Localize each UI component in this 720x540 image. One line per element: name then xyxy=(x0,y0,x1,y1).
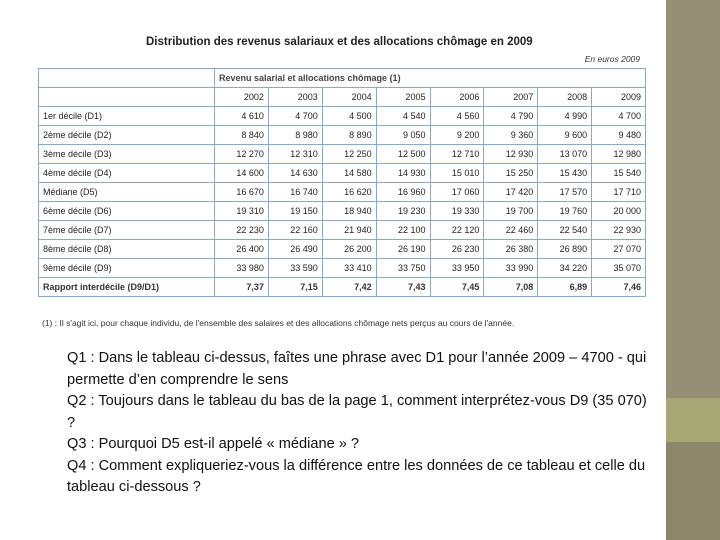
table-cell: 12 930 xyxy=(484,145,538,164)
table-cell: 13 070 xyxy=(538,145,592,164)
table-cell: 33 950 xyxy=(430,259,484,278)
table-row xyxy=(39,259,646,278)
table-cell: 33 990 xyxy=(484,259,538,278)
side-decoration-band xyxy=(666,0,720,540)
year-header: 2003 xyxy=(268,88,322,107)
table-cell: 4 790 xyxy=(484,107,538,126)
table-cell: 7,15 xyxy=(268,278,322,297)
table-cell: 7,42 xyxy=(322,278,376,297)
table-cell: 12 980 xyxy=(592,145,646,164)
table-cell: 9 600 xyxy=(538,126,592,145)
table-cell: 9 050 xyxy=(376,126,430,145)
year-header: 2009 xyxy=(592,88,646,107)
table-cell: 26 200 xyxy=(322,240,376,259)
question-1: Q1 : Dans le tableau ci-dessus, faîtes une phrase avec D1 pour l’année 2009 – 4700 - qui permette d’en comprendre le sens xyxy=(67,350,647,388)
table-cell: 16 670 xyxy=(215,183,269,202)
row-label: 7ème décile (D7) xyxy=(39,221,215,240)
table-cell: 14 580 xyxy=(322,164,376,183)
table-year-corner xyxy=(39,88,215,107)
table-cell: 22 120 xyxy=(430,221,484,240)
table-cell: 12 710 xyxy=(430,145,484,164)
table-cell: 19 310 xyxy=(215,202,269,221)
table-cell: 15 010 xyxy=(430,164,484,183)
table-ratio-row xyxy=(39,278,646,297)
table-cell: 4 990 xyxy=(538,107,592,126)
table-cell: 12 500 xyxy=(376,145,430,164)
table-cell: 18 940 xyxy=(322,202,376,221)
table-row xyxy=(39,240,646,259)
table-cell: 4 610 xyxy=(215,107,269,126)
table-cell: 17 060 xyxy=(430,183,484,202)
table-cell: 22 540 xyxy=(538,221,592,240)
table-cell: 8 840 xyxy=(215,126,269,145)
table-cell: 7,46 xyxy=(592,278,646,297)
row-label: 3ème décile (D3) xyxy=(39,145,215,164)
table-row xyxy=(39,145,646,164)
table-cell: 7,37 xyxy=(215,278,269,297)
questions-block xyxy=(67,348,647,499)
table-cell: 12 270 xyxy=(215,145,269,164)
row-label: 8ème décile (D8) xyxy=(39,240,215,259)
table-cell: 4 500 xyxy=(322,107,376,126)
table-row xyxy=(39,126,646,145)
table-row xyxy=(39,202,646,221)
row-label: 2ème décile (D2) xyxy=(39,126,215,145)
table-cell: 16 620 xyxy=(322,183,376,202)
table-group-header-row xyxy=(39,69,646,88)
table-cell: 22 160 xyxy=(268,221,322,240)
row-label: Médiane (D5) xyxy=(39,183,215,202)
table-cell: 26 890 xyxy=(538,240,592,259)
table-cell: 34 220 xyxy=(538,259,592,278)
table-row xyxy=(39,221,646,240)
side-band-accent xyxy=(666,398,720,442)
table-cell: 20 000 xyxy=(592,202,646,221)
table-cell: 22 100 xyxy=(376,221,430,240)
table-cell: 26 190 xyxy=(376,240,430,259)
table-corner-cell xyxy=(39,69,215,88)
table-cell: 26 400 xyxy=(215,240,269,259)
table-year-header-row xyxy=(39,88,646,107)
table-cell: 14 630 xyxy=(268,164,322,183)
table-cell: 19 150 xyxy=(268,202,322,221)
side-band-upper xyxy=(666,0,720,398)
table-cell: 26 230 xyxy=(430,240,484,259)
table-cell: 21 940 xyxy=(322,221,376,240)
year-header: 2008 xyxy=(538,88,592,107)
year-header: 2004 xyxy=(322,88,376,107)
table-footnote: (1) : Il s'agit ici, pour chaque individu, de l'ensemble des salaires et des allocations chômage nets perçus au cours de l'année. xyxy=(42,318,515,328)
income-distribution-table xyxy=(38,68,646,297)
table-row xyxy=(39,164,646,183)
table-cell: 4 700 xyxy=(268,107,322,126)
table-cell: 22 230 xyxy=(215,221,269,240)
row-label: 6ème décile (D6) xyxy=(39,202,215,221)
table-cell: 12 310 xyxy=(268,145,322,164)
table-cell: 14 930 xyxy=(376,164,430,183)
table-cell: 14 600 xyxy=(215,164,269,183)
year-header: 2006 xyxy=(430,88,484,107)
table-cell: 4 560 xyxy=(430,107,484,126)
table-cell: 15 250 xyxy=(484,164,538,183)
table-cell: 7,08 xyxy=(484,278,538,297)
table-cell: 9 360 xyxy=(484,126,538,145)
table-cell: 7,43 xyxy=(376,278,430,297)
table-cell: 4 540 xyxy=(376,107,430,126)
table-cell: 16 740 xyxy=(268,183,322,202)
row-label: 9ème décile (D9) xyxy=(39,259,215,278)
table-cell: 17 420 xyxy=(484,183,538,202)
table-group-header: Revenu salarial et allocations chômage (1) xyxy=(215,69,646,88)
table-cell: 19 760 xyxy=(538,202,592,221)
table-cell: 27 070 xyxy=(592,240,646,259)
question-4: Q4 : Comment expliqueriez-vous la différence entre les données de ce tableau et celle du tableau ci-dessous ? xyxy=(67,457,646,495)
table-cell: 19 330 xyxy=(430,202,484,221)
table-cell: 15 430 xyxy=(538,164,592,183)
table-cell: 19 700 xyxy=(484,202,538,221)
table-cell: 22 930 xyxy=(592,221,646,240)
table-cell: 33 980 xyxy=(215,259,269,278)
question-3: Q3 : Pourquoi D5 est-il appelé « médiane » ? xyxy=(67,436,360,452)
table-cell: 22 460 xyxy=(484,221,538,240)
table-cell: 9 480 xyxy=(592,126,646,145)
table-cell: 33 590 xyxy=(268,259,322,278)
table-cell: 33 410 xyxy=(322,259,376,278)
row-label: Rapport interdécile (D9/D1) xyxy=(39,278,215,297)
table-row xyxy=(39,183,646,202)
table-cell: 19 230 xyxy=(376,202,430,221)
table-cell: 15 540 xyxy=(592,164,646,183)
income-distribution-table-image xyxy=(34,30,650,344)
table-cell: 16 960 xyxy=(376,183,430,202)
year-header: 2002 xyxy=(215,88,269,107)
table-row xyxy=(39,107,646,126)
table-cell: 6,89 xyxy=(538,278,592,297)
table-cell: 35 070 xyxy=(592,259,646,278)
row-label: 1er décile (D1) xyxy=(39,107,215,126)
table-cell: 17 570 xyxy=(538,183,592,202)
table-cell: 33 750 xyxy=(376,259,430,278)
table-cell: 26 380 xyxy=(484,240,538,259)
table-cell: 9 200 xyxy=(430,126,484,145)
table-cell: 8 980 xyxy=(268,126,322,145)
row-label: 4ème décile (D4) xyxy=(39,164,215,183)
table-cell: 26 490 xyxy=(268,240,322,259)
table-cell: 17 710 xyxy=(592,183,646,202)
question-2: Q2 : Toujours dans le tableau du bas de la page 1, comment interprétez-vous D9 (35 070) ? xyxy=(67,393,647,431)
table-title: Distribution des revenus salariaux et des allocations chômage en 2009 xyxy=(146,36,533,48)
table-unit: En euros 2009 xyxy=(584,54,640,64)
year-header: 2005 xyxy=(376,88,430,107)
year-header: 2007 xyxy=(484,88,538,107)
table-cell: 8 890 xyxy=(322,126,376,145)
table-cell: 12 250 xyxy=(322,145,376,164)
table-cell: 7,45 xyxy=(430,278,484,297)
table-cell: 4 700 xyxy=(592,107,646,126)
